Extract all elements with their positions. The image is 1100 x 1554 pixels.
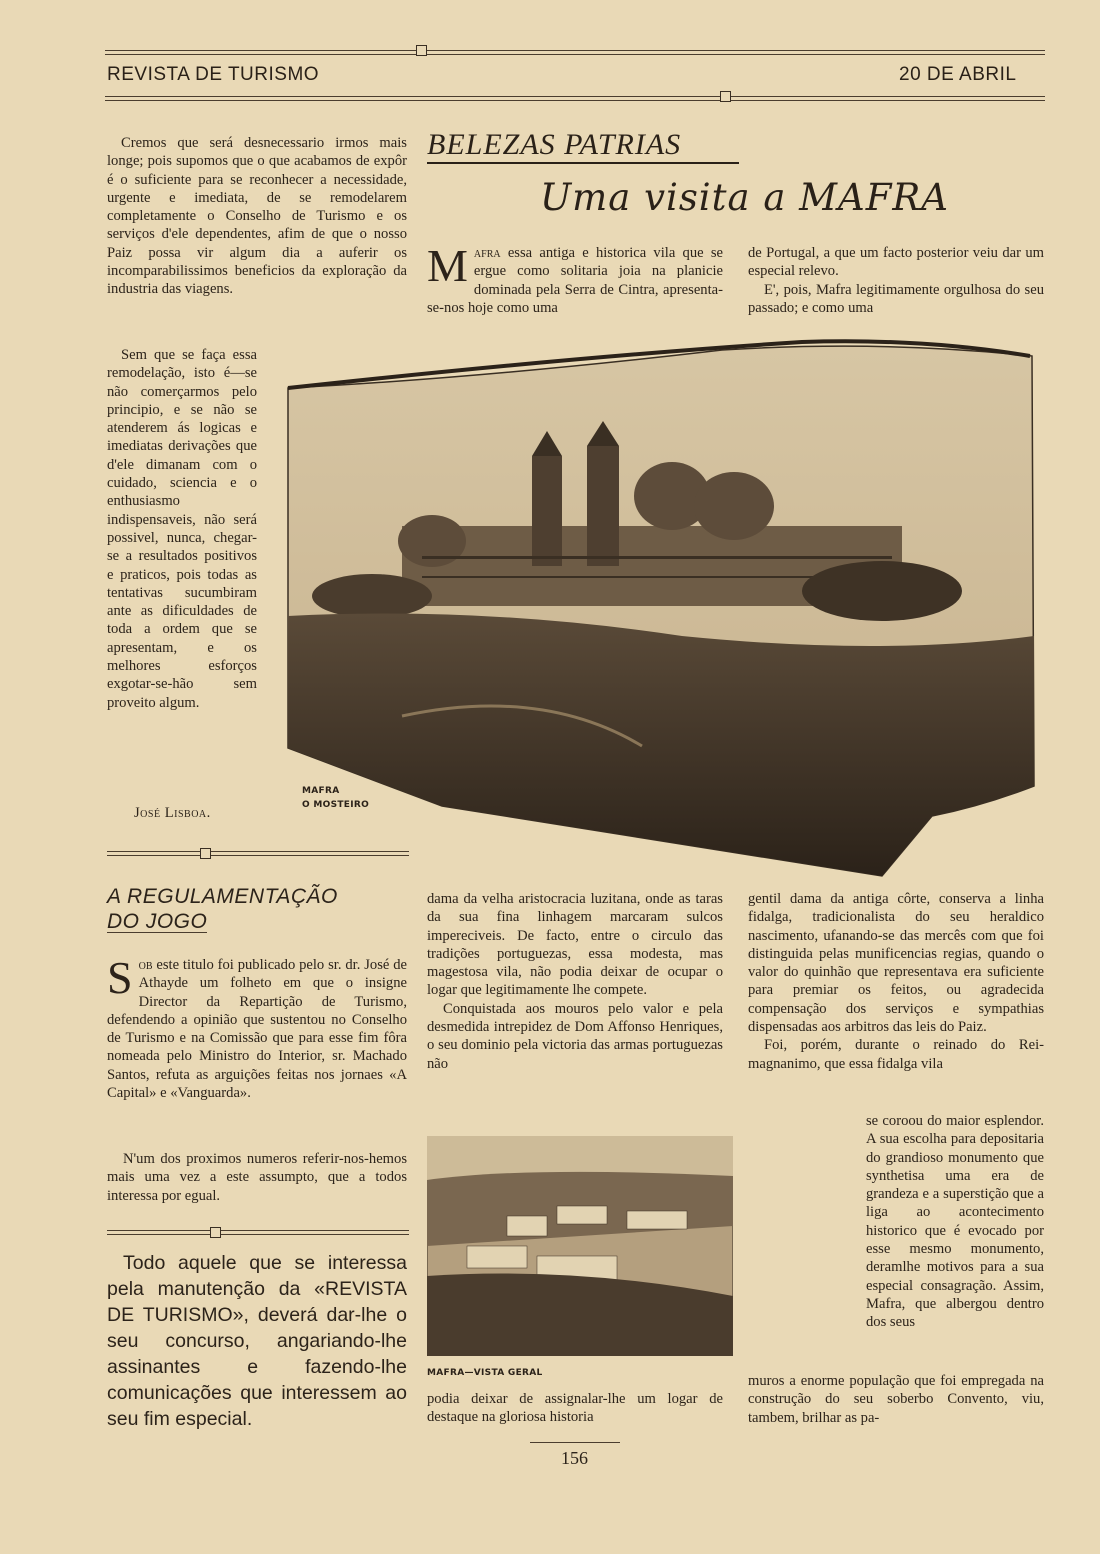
left-separator-ornament	[200, 848, 211, 859]
jogo-title-underline	[107, 932, 207, 933]
jogo-separator-ornament	[210, 1227, 221, 1238]
jogo-smallcaps: ob	[138, 957, 153, 973]
section-title-underline	[427, 162, 739, 164]
photo1-caption-line2: O MOSTEIRO	[302, 800, 370, 810]
photo1-caption-line1: MAFRA	[302, 786, 340, 796]
photo-mafra-monastery	[282, 336, 1050, 892]
article-title: Uma visita a MAFRA	[540, 176, 950, 219]
jogo-separator-rule	[107, 1230, 409, 1235]
left-narrow-paragraph: Sem que se faça essa remodelação, isto é—se não comerçarmos pelo principio, e se não se atenderem ás logicas e imediatas derivações que d'ele dimanam com o cuidado, sciencia e o enthusiasmo indispensaveis, não será possivel, nunca, chegar-se a resultados positivos e praticos, pois todas as tentativas sucumbiram ante as dificuldades de toda a ordem que se apresentam, e os melhores esforços exgotar-se-hão sem proveito algum.	[107, 347, 257, 711]
feature-col1-bottom: podia deixar de assignalar-lhe um logar de destaque na gloriosa historia	[427, 1391, 723, 1426]
photo-mafra-general-view	[427, 1136, 733, 1356]
section-title: BELEZAS PATRIAS	[427, 128, 682, 161]
jogo-title-line2: DO JOGO	[107, 910, 208, 933]
feature-col2-mid	[748, 890, 1044, 1073]
feature-col1-top: Mafra essa antiga e historica vila que se ergue como solitaria joia na planicie dominada pela Serra de Cintra, apresenta-se-nos hoje como uma	[427, 240, 723, 316]
subscription-notice: Todo aquele que se interessa pela manutenção da «REVISTA DE TURISMO», deverá dar-lhe o seu concurso, angariando-lhe assinantes e fazendo-lhe comunicações que interessem ao seu fim especial.	[107, 1252, 407, 1430]
feature-col2-mid-a: gentil dama da antiga côrte, conserva a linha fidalga, tradicionalista do seu heraldico nascimento, ufanando-se das mercês com que foi distinguida pelas munificencias regias, quando o valor do quinhão que representava era suficiente para premiar os feitos, ou agradecida compensação dos serviços e sympathias dispensadas aos arbitros das leis do Paiz.	[748, 891, 1044, 1036]
issue-date: 20 DE ABRIL	[899, 64, 1017, 85]
header-bottom-rule	[105, 96, 1045, 101]
feature-col1-mid	[427, 890, 723, 1073]
feature-col1-mid-a: dama da velha aristocracia luzitana, onde as taras da sua fina linhagem marcaram sulcos impereciveis. De facto, entre o circulo das tradições portuguezas, essa modesta, mas magestosa vila, não podia deixar de ocupar o logar que legitimamente lhe compete.	[427, 891, 723, 999]
jogo-paragraph-2: N'um dos proximos numeros referir-nos-hemos mais uma vez a este assumpto, que a todos interessa por egual.	[107, 1151, 407, 1204]
left-intro-paragraph: Cremos que será desnecessario irmos mais longe; pois supomos que o que acabamos de expôr é o suficiente para se reconhecer a necessidade, urgente e imediata, de se remodelarem completamente o Conselho de Turismo e os serviços d'ele dependentes, afim de que o nosso Paiz possa vir algum dia a auferir os incomparabilissimos beneficios da exploração da industria das viagens.	[107, 135, 407, 298]
feature-col2-top	[748, 244, 1044, 317]
magazine-title: REVISTA DE TURISMO	[107, 64, 320, 85]
header-top-rule	[105, 50, 1045, 55]
feature-col2-narrow: se coroou do maior esplendor. A sua escolha para depositaria do grandioso monumento que synthetisa uma era de grandeza e a superstição que a liga ao acontecimento historico que é evocado por esse mesmo monumento, deramlhe motivos para a sua especial consagração. Assim, Mafra, que albergou dentro dos seus	[866, 1113, 1044, 1331]
photo2-caption: MAFRA—VISTA GERAL	[427, 1368, 543, 1378]
feature-col2-mid-b: Foi, porém, durante o reinado do Rei-magnanimo, que essa fidalga vila	[748, 1037, 1044, 1072]
feature-smallcaps: afra	[473, 245, 501, 261]
jogo-dropcap: S	[107, 952, 133, 1003]
feature-col2-top-b: E', pois, Mafra legitimamente orgulhosa do seu passado; e como uma	[748, 281, 1044, 316]
header-ornament-bottom	[720, 91, 731, 102]
feature-col2-top-a: de Portugal, a que um facto posterior veiu dar um especial relevo.	[748, 245, 1044, 280]
page-number: 156	[561, 1448, 588, 1468]
feature-dropcap: M	[427, 240, 468, 291]
jogo-paragraph-1: Sob este titulo foi publicado pelo sr. dr. José de Athayde um folheto em que o insigne Director da Repartição de Turismo, defendendo a opinião que sustentou no Conselho de Turismo e na Comissão que para esse fim fôra nomeada pelo Ministro do Interior, sr. Machado Santos, refuta as arguições feitas nos jornaes «A Capital» e «Vanguarda».	[107, 952, 407, 1102]
header-ornament-top	[416, 45, 427, 56]
jogo-title-line1: A REGULAMENTAÇÃO	[107, 885, 338, 908]
feature-col2-bottom: muros a enorme população que foi empregada na construção do seu soberbo Convento, viu, tambem, brilhar as pa-	[748, 1373, 1044, 1426]
author-signature: José Lisboa.	[134, 805, 211, 821]
feature-col1-mid-b: Conquistada aos mouros pelo valor e pela desmedida intrepidez de Dom Affonso Henriques, o seu dominio pela victoria das armas portuguezas não	[427, 1000, 723, 1072]
footer-rule	[530, 1442, 620, 1443]
left-separator-rule	[107, 851, 409, 856]
